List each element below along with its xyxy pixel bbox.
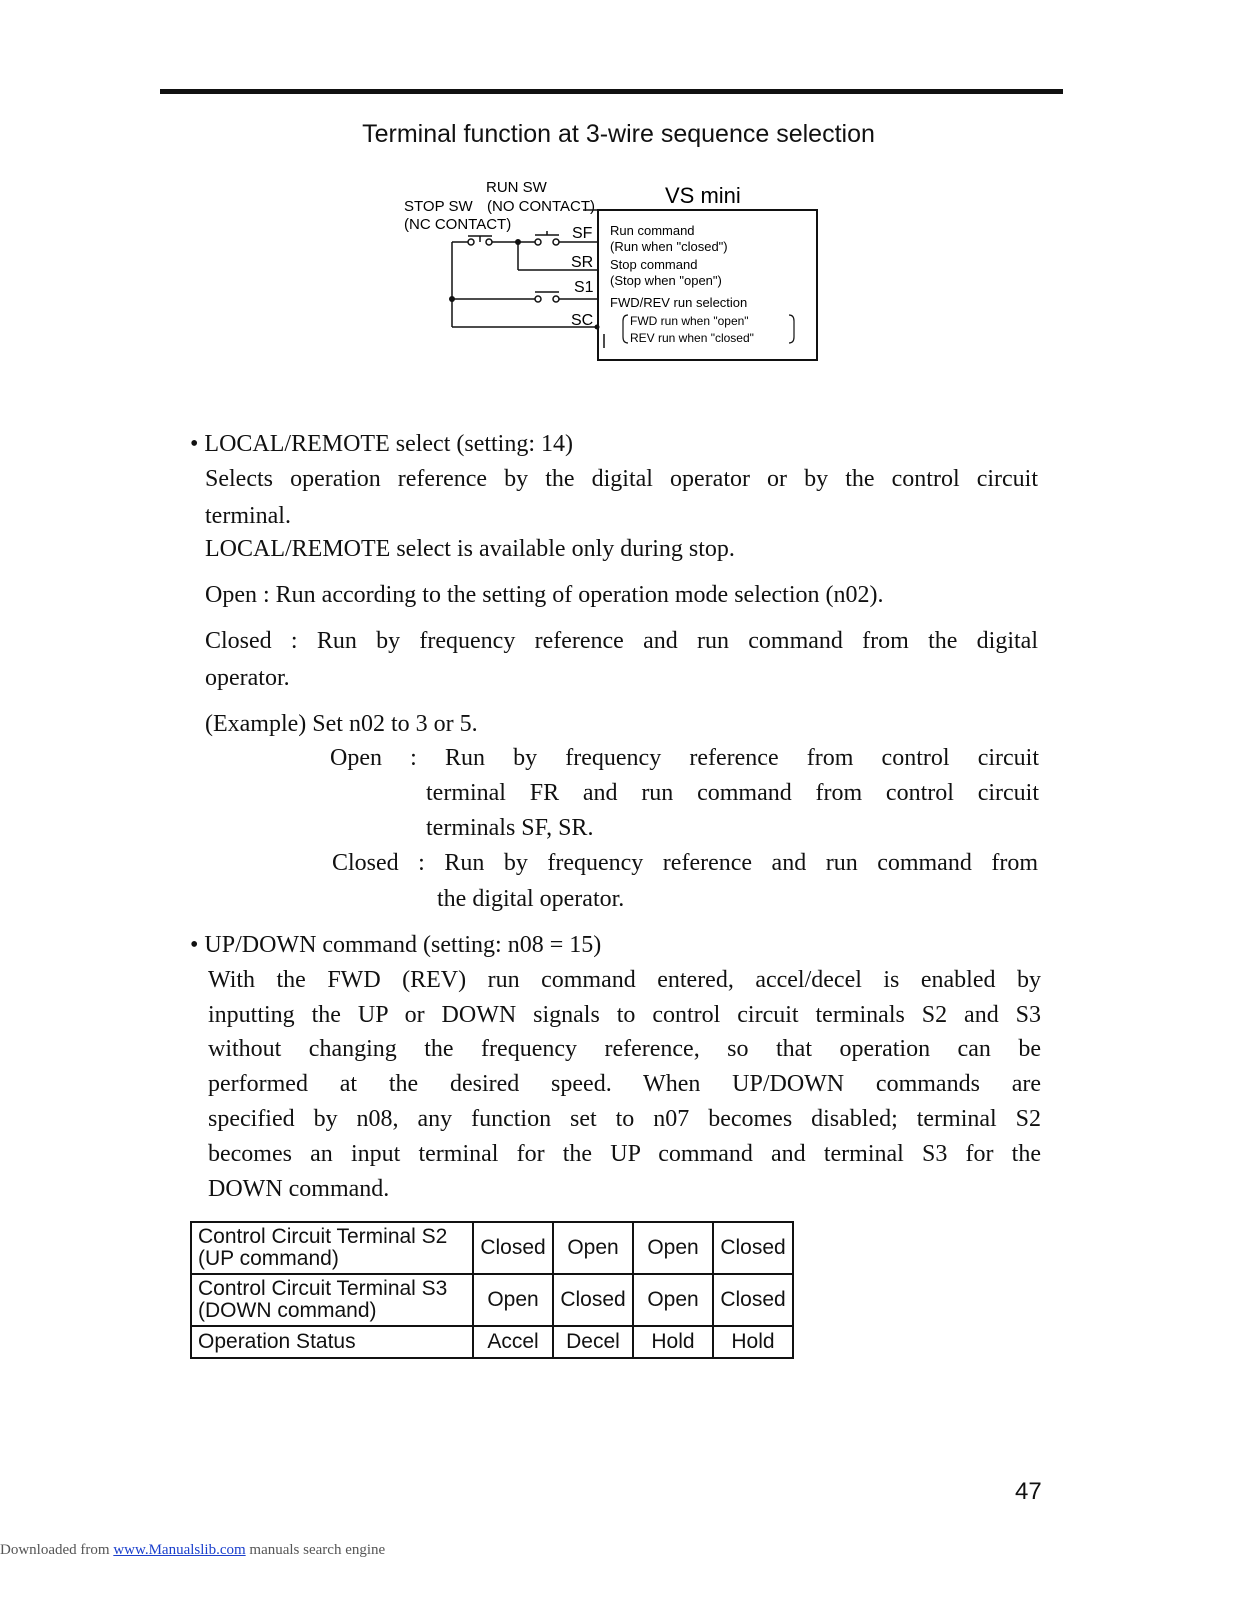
footer-suffix: manuals search engine bbox=[245, 1542, 386, 1558]
up-down-line: inputting the UP or DOWN signals to control circuit terminals S2 and S3 bbox=[208, 1002, 1041, 1028]
example-closed: Closed : Run by frequency reference and run command from bbox=[332, 850, 1038, 876]
local-remote-closed-cont: operator. bbox=[205, 665, 290, 691]
nc-contact-label: (NC CONTACT) bbox=[404, 216, 512, 233]
stop-sw-label: STOP SW bbox=[404, 198, 473, 215]
top-rule bbox=[160, 89, 1063, 94]
terminal-sf: SF bbox=[572, 225, 593, 242]
table-cell: Closed bbox=[553, 1274, 633, 1326]
example-closed-cont: the digital operator. bbox=[437, 886, 625, 912]
example-heading: (Example) Set n02 to 3 or 5. bbox=[205, 711, 478, 737]
up-down-line: performed at the desired speed. When UP/DOWN commands are bbox=[208, 1071, 1041, 1097]
operation-status-table bbox=[190, 1221, 794, 1359]
local-remote-open: Open : Run according to the setting of operation mode selection (n02). bbox=[205, 582, 884, 608]
table-cell: Open bbox=[633, 1274, 713, 1326]
no-contact-label: (NO CONTACT) bbox=[487, 198, 596, 215]
run-sw-label: RUN SW bbox=[486, 179, 547, 196]
up-down-line: becomes an input terminal for the UP command and terminal S3 for the bbox=[208, 1141, 1041, 1167]
local-remote-desc-line: Selects operation reference by the digital operator or by the control circuit bbox=[205, 466, 1038, 492]
table-cell: Closed bbox=[473, 1222, 553, 1274]
up-down-line: without changing the frequency reference, so that operation can be bbox=[208, 1036, 1041, 1062]
note-fwd-when: FWD run when "open" bbox=[630, 314, 749, 328]
example-open-cont: terminals SF, SR. bbox=[426, 815, 594, 841]
table-cell: Hold bbox=[633, 1326, 713, 1358]
table-cell: Closed bbox=[713, 1222, 793, 1274]
table-cell: Decel bbox=[553, 1326, 633, 1358]
terminal-sc: SC bbox=[571, 312, 594, 329]
section-title: Terminal function at 3-wire sequence selection bbox=[362, 120, 875, 148]
device-label: VS mini bbox=[665, 183, 741, 208]
page-number: 47 bbox=[1015, 1478, 1042, 1505]
up-down-line: DOWN command. bbox=[208, 1176, 390, 1202]
terminal-s1: S1 bbox=[574, 279, 594, 296]
note-run-when: (Run when "closed") bbox=[610, 239, 728, 254]
table-cell: Open bbox=[633, 1222, 713, 1274]
table-row bbox=[191, 1222, 793, 1274]
note-run-command: Run command bbox=[610, 223, 695, 238]
note-fwd-rev: FWD/REV run selection bbox=[610, 295, 748, 310]
up-down-line: With the FWD (REV) run command entered, accel/decel is enabled by bbox=[208, 967, 1041, 993]
terminal-sr: SR bbox=[571, 254, 594, 271]
local-remote-closed: Closed : Run by frequency reference and run command from the digital bbox=[205, 628, 1038, 654]
local-remote-desc-line: terminal. bbox=[205, 503, 291, 529]
row-label: Operation Status bbox=[191, 1326, 473, 1358]
table-row bbox=[191, 1274, 793, 1326]
table-cell: Hold bbox=[713, 1326, 793, 1358]
local-remote-heading: • LOCAL/REMOTE select (setting: 14) bbox=[190, 431, 574, 457]
table-cell: Open bbox=[473, 1274, 553, 1326]
example-open-cont: terminal FR and run command from control circuit bbox=[426, 780, 1039, 806]
row-label: Control Circuit Terminal S3 (DOWN command) bbox=[191, 1274, 473, 1326]
note-stop-when: (Stop when "open") bbox=[610, 273, 722, 288]
row-label: Control Circuit Terminal S2 (UP command) bbox=[191, 1222, 473, 1274]
footer-prefix: Downloaded from bbox=[0, 1542, 114, 1558]
note-stop-command: Stop command bbox=[610, 257, 698, 272]
manualslib-link[interactable]: www.Manualslib.com bbox=[113, 1542, 246, 1558]
table-cell: Accel bbox=[473, 1326, 553, 1358]
note-rev-when: REV run when "closed" bbox=[630, 331, 754, 345]
up-down-heading: • UP/DOWN command (setting: n08 = 15) bbox=[190, 932, 602, 958]
table-cell: Closed bbox=[713, 1274, 793, 1326]
up-down-line: specified by n08, any function set to n07 becomes disabled; terminal S2 bbox=[208, 1106, 1041, 1132]
table-row bbox=[191, 1326, 793, 1358]
wiring-diagram bbox=[400, 176, 830, 366]
download-footer bbox=[0, 1542, 385, 1559]
table-cell: Open bbox=[553, 1222, 633, 1274]
local-remote-availability: LOCAL/REMOTE select is available only during stop. bbox=[205, 536, 735, 562]
example-open: Open : Run by frequency reference from control circuit bbox=[330, 745, 1039, 771]
